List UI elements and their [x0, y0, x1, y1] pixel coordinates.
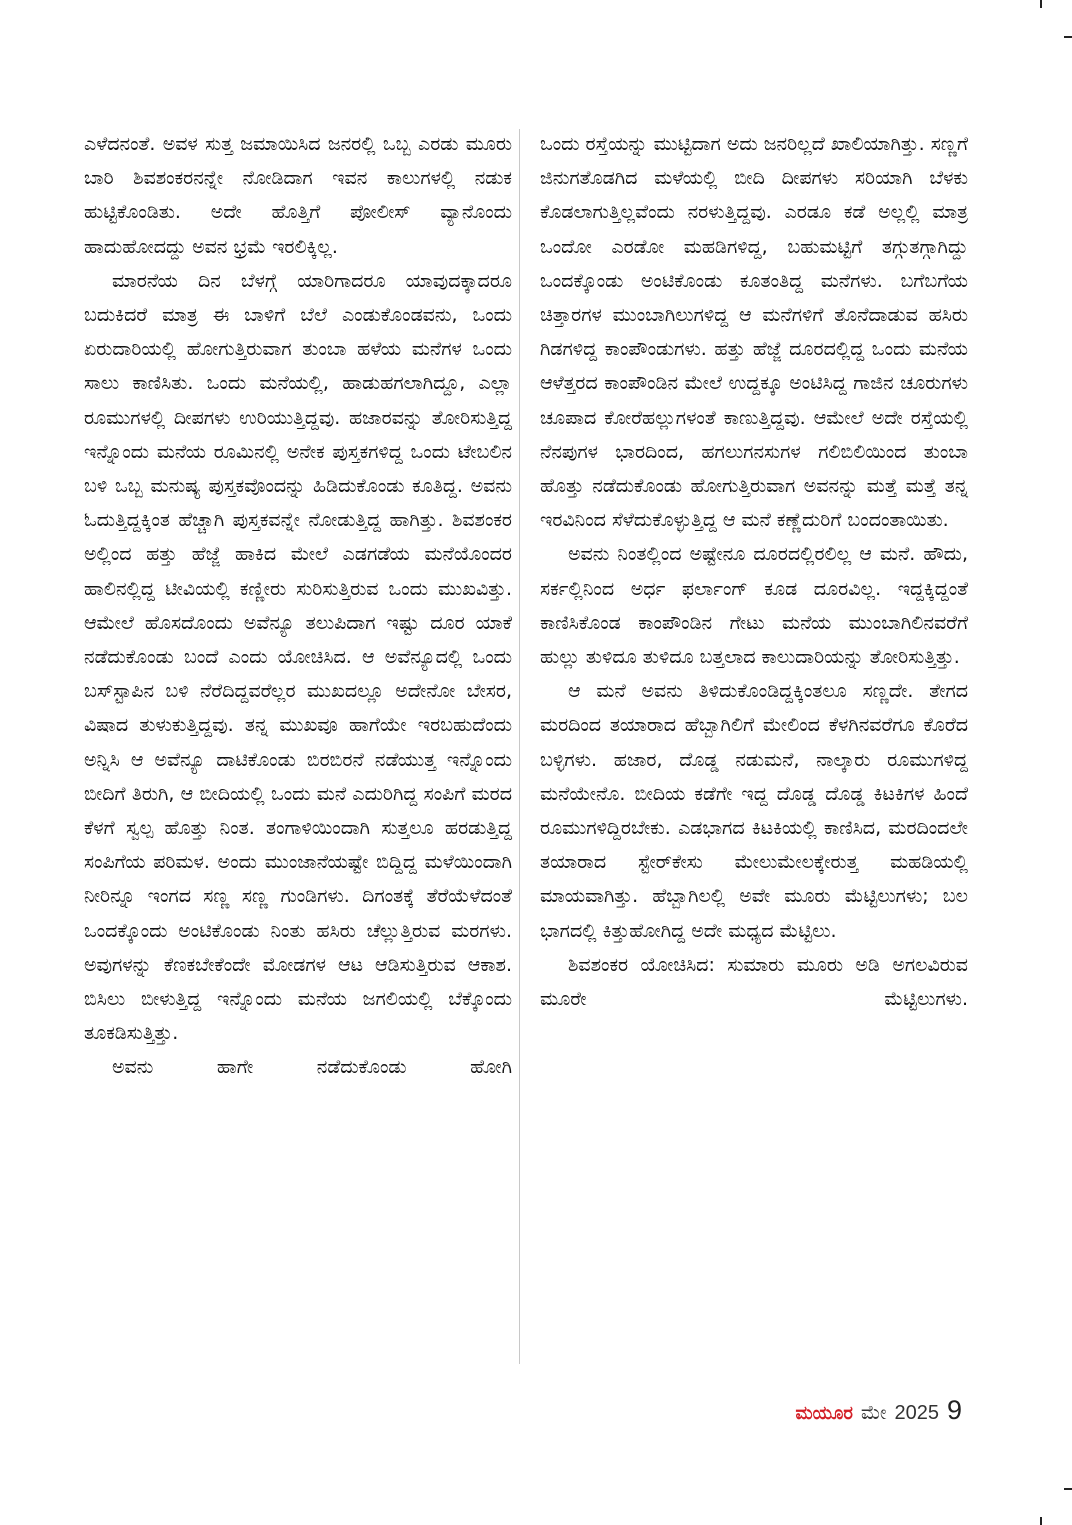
paragraph: ಮಾರನೆಯ ದಿನ ಬೆಳಗ್ಗೆ ಯಾರಿಗಾದರೂ ಯಾವುದಕ್ಕಾದರೂ ಬದುಕಿದರೆ ಮಾತ್ರ ಈ ಬಾಳಿಗೆ ಬೆಲೆ ಎಂಡುಕೊಂಡವನು, ಒಂದು ಏರುದಾರಿಯಲ್ಲಿ ಹೋಗುತ್ತಿರುವಾಗ ತುಂಬಾ ಹಳೆಯ ಮನೆಗಳ ಒಂದು ಸಾಲು ಕಾಣಿಸಿತು. ಒಂದು ಮನೆಯಲ್ಲಿ, ಹಾಡುಹಗಲಾಗಿದ್ದೂ, ಎಲ್ಲಾ ರೂಮುಗಳಲ್ಲಿ ದೀಪಗಳು ಉರಿಯುತ್ತಿದ್ದವು. ಹಜಾರವನ್ನು ತೋರಿಸುತ್ತಿದ್ದ ಇನ್ನೊಂದು ಮನೆಯ ರೂಮಿನಲ್ಲಿ ಅನೇಕ ಪುಸ್ತಕಗಳಿದ್ದ ಒಂದು ಟೇಬಲಿನ ಬಳಿ ಒಬ್ಬ ಮನುಷ್ಯ ಪುಸ್ತಕವೊಂದನ್ನು ಹಿಡಿದುಕೊಂಡು ಕೂತಿದ್ದ. ಅವನು ಓದುತ್ತಿದ್ದಕ್ಕಿಂತ ಹೆಚ್ಚಾಗಿ ಪುಸ್ತಕವನ್ನೇ ನೋಡುತ್ತಿದ್ದ ಹಾಗಿತ್ತು. ಶಿವಶಂಕರ ಅಲ್ಲಿಂದ ಹತ್ತು ಹೆಜ್ಜೆ ಹಾಕಿದ ಮೇಲೆ ಎಡಗಡೆಯ ಮನೆಯೊಂದರ ಹಾಲಿನಲ್ಲಿದ್ದ ಟೀವಿಯಲ್ಲಿ ಕಣ್ಣೀರು ಸುರಿಸುತ್ತಿರುವ ಒಂದು ಮುಖವಿತ್ತು. ಆಮೇಲೆ ಹೊಸದೊಂದು ಅವೆನ್ಯೂ ತಲುಪಿದಾಗ ಇಷ್ಟು ದೂರ ಯಾಕೆ ನಡೆದುಕೊಂಡು ಬಂದೆ ಎಂದು ಯೋಚಿಸಿದ. ಆ ಅವೆನ್ಯೂದಲ್ಲಿ ಒಂದು ಬಸ್‌ಸ್ಟಾಪಿನ ಬಳಿ ನೆರೆದಿದ್ದವರೆಲ್ಲರ ಮುಖದಲ್ಲೂ ಅದೇನೋ ಬೇಸರ, ವಿಷಾದ ತುಳುಕುತ್ತಿದ್ದವು. ತನ್ನ ಮುಖವೂ ಹಾಗೆಯೇ ಇರಬಹುದೆಂದು ಅನ್ನಿಸಿ ಆ ಅವೆನ್ಯೂ ದಾಟಿಕೊಂಡು ಬಿರಬಿರನೆ ನಡೆಯುತ್ತ ಇನ್ನೊಂದು ಬೀದಿಗೆ ತಿರುಗಿ, ಆ ಬೀದಿಯಲ್ಲಿ ಒಂದು ಮನೆ ಎದುರಿಗಿದ್ದ ಸಂಪಿಗೆ ಮರದ ಕೆಳಗೆ ಸ್ವಲ್ಪ ಹೊತ್ತು ನಿಂತ. ತಂಗಾಳಿಯಿಂದಾಗಿ ಸುತ್ತಲೂ ಹರಡುತ್ತಿದ್ದ ಸಂಪಿಗೆಯ ಪರಿಮಳ. ಅಂದು ಮುಂಜಾನೆಯಷ್ಟೇ ಬಿದ್ದಿದ್ದ ಮಳೆಯಿಂದಾಗಿ ನೀರಿನ್ನೂ ಇಂಗದ ಸಣ್ಣ ಸಣ್ಣ ಗುಂಡಿಗಳು. ದಿಗಂತಕ್ಕೆ ತೆರೆಯೆಳೆದಂತೆ ಒಂದಕ್ಕೊಂದು ಅಂಟಿಕೊಂಡು ನಿಂತು ಹಸಿರು ಚೆಲ್ಲುತ್ತಿರುವ ಮರಗಳು. ಅವುಗಳನ್ನು ಕೆಣಕಬೇಕೆಂದೇ ಮೋಡಗಳ ಆಟ ಆಡಿಸುತ್ತಿರುವ ಆಕಾಶ. ಬಿಸಿಲು ಬೀಳುತ್ತಿದ್ದ ಇನ್ನೊಂದು ಮನೆಯ ಜಗಲಿಯಲ್ಲಿ ಬೆಕ್ಕೊಂದು ತೂಕಡಿಸುತ್ತಿತ್ತು.	[84, 269, 512, 1045]
paragraph: ಶಿವಶಂಕರ ಯೋಚಿಸಿದ: ಸುಮಾರು ಮೂರು ಅಡಿ ಅಗಲವಿರುವ ಮೂರೇ ಮೆಟ್ಟಿಲುಗಳು.	[540, 953, 968, 1011]
page-number: 9	[946, 1395, 962, 1425]
crop-mark-right-top	[1064, 36, 1072, 38]
paragraph: ಒಂದು ರಸ್ತೆಯನ್ನು ಮುಟ್ಟಿದಾಗ ಅದು ಜನರಿಲ್ಲದೆ ಖಾಲಿಯಾಗಿತ್ತು. ಸಣ್ಣಗೆ ಜಿನುಗತೊಡಗಿದ ಮಳೆಯಲ್ಲಿ ಬೀದಿ ದೀಪಗಳು ಸರಿಯಾಗಿ ಬೆಳಕು ಕೊಡಲಾಗುತ್ತಿಲ್ಲವೆಂದು ನರಳುತ್ತಿದ್ದವು. ಎರಡೂ ಕಡೆ ಅಲ್ಲಲ್ಲಿ ಮಾತ್ರ ಒಂದೋ ಎರಡೋ ಮಹಡಿಗಳಿದ್ದ, ಬಹುಮಟ್ಟಿಗೆ ತಗ್ಗುತಗ್ಗಾಗಿದ್ದು ಒಂದಕ್ಕೊಂಡು ಅಂಟಿಕೊಂಡು ಕೂತಂತಿದ್ದ ಮನೆಗಳು. ಬಗೆಬಗೆಯ ಚಿತ್ತಾರಗಳ ಮುಂಬಾಗಿಲುಗಳಿದ್ದ ಆ ಮನೆಗಳಿಗೆ ತೊನೆದಾಡುವ ಹಸಿರು ಗಿಡಗಳಿದ್ದ ಕಾಂಪೌಂಡುಗಳು. ಹತ್ತು ಹೆಜ್ಜೆ ದೂರದಲ್ಲಿದ್ದ ಒಂದು ಮನೆಯ ಆಳೆತ್ತರದ ಕಾಂಪೌಂಡಿನ ಮೇಲೆ ಉದ್ದಕ್ಕೂ ಅಂಟಿಸಿದ್ದ ಗಾಜಿನ ಚೂರುಗಳು ಚೂಪಾದ ಕೋರೆಹಲ್ಲುಗಳಂತೆ ಕಾಣುತ್ತಿದ್ದವು. ಆಮೇಲೆ ಅದೇ ರಸ್ತೆಯಲ್ಲಿ ನೆನಪುಗಳ ಭಾರದಿಂದ, ಹಗಲುಗನಸುಗಳ ಗಲಿಬಿಲಿಯಿಂದ ತುಂಬಾ ಹೊತ್ತು ನಡೆದುಕೊಂಡು ಹೋಗುತ್ತಿರುವಾಗ ಅವನನ್ನು ಮತ್ತೆ ಮತ್ತೆ ತನ್ನ ಇರವಿನಿಂದ ಸೆಳೆದುಕೊಳ್ಳುತ್ತಿದ್ದ ಆ ಮನೆ ಕಣ್ಣೆದುರಿಗೆ ಬಂದಂತಾಯಿತು.	[540, 133, 968, 532]
column-divider	[519, 129, 520, 1364]
text-column-left	[84, 127, 512, 1085]
paragraph: ಆ ಮನೆ ಅವನು ತಿಳಿದುಕೊಂಡಿದ್ದಕ್ಕಿಂತಲೂ ಸಣ್ಣದೇ. ತೇಗದ ಮರದಿಂದ ತಯಾರಾದ ಹೆಬ್ಬಾಗಿಲಿಗೆ ಮೇಲಿಂದ ಕೆಳಗಿನವರೆಗೂ ಕೊರೆದ ಬಳ್ಳಿಗಳು. ಹಜಾರ, ದೊಡ್ಡ ನಡುಮನೆ, ನಾಲ್ಕಾರು ರೂಮುಗಳಿದ್ದ ಮನೆಯೇನೊ. ಬೀದಿಯ ಕಡೆಗೇ ಇದ್ದ ದೊಡ್ಡ ದೊಡ್ಡ ಕಿಟಕಿಗಳ ಹಿಂದೆ ರೂಮುಗಳಿದ್ದಿರಬೇಕು. ಎಡಭಾಗದ ಕಿಟಕಿಯಲ್ಲಿ ಕಾಣಿಸಿದ, ಮರದಿಂದಲೇ ತಯಾರಾದ ಸ್ಟೇರ್‌ಕೇಸು ಮೇಲುಮೇಲಕ್ಕೇರುತ್ತ ಮಹಡಿಯಲ್ಲಿ ಮಾಯವಾಗಿತ್ತು. ಹೆಬ್ಬಾಗಿಲಲ್ಲಿ ಅವೇ ಮೂರು ಮೆಟ್ಟಿಲುಗಳು; ಬಲ ಭಾಗದಲ್ಲಿ ಕಿತ್ತುಹೋಗಿದ್ದ ಅದೇ ಮಧ್ಯದ ಮೆಟ್ಟಿಲು.	[540, 680, 968, 942]
issue-month: ಮೇ	[860, 1402, 887, 1424]
paragraph: ಅವನು ನಿಂತಲ್ಲಿಂದ ಅಷ್ಟೇನೂ ದೂರದಲ್ಲಿರಲಿಲ್ಲ ಆ ಮನೆ. ಹೌದು, ಸರ್ಕಲ್ಲಿನಿಂದ ಅರ್ಧ ಫರ್ಲಾಂಗ್ ಕೂಡ ದೂರವಿಲ್ಲ. ಇದ್ದಕ್ಕಿದ್ದಂತೆ ಕಾಣಿಸಿಕೊಂಡ ಕಾಂಪೌಂಡಿನ ಗೇಟು ಮನೆಯ ಮುಂಬಾಗಿಲಿನವರೆಗೆ ಹುಲ್ಲು ತುಳಿದೂ ತುಳಿದೂ ಬತ್ತಲಾದ ಕಾಲುದಾರಿಯನ್ನು ತೋರಿಸುತ್ತಿತ್ತು.	[540, 543, 968, 669]
paragraph: ಅವನು ಹಾಗೇ ನಡೆದುಕೊಂಡು ಹೋಗಿ	[112, 1056, 512, 1079]
issue-year: 2025	[894, 1402, 939, 1424]
crop-mark-bottom-right	[1040, 1517, 1042, 1525]
paragraph: ಎಳೆದನಂತೆ. ಅವಳ ಸುತ್ತ ಜಮಾಯಿಸಿದ ಜನರಲ್ಲಿ ಒಬ್ಬ ಎರಡು ಮೂರು ಬಾರಿ ಶಿವಶಂಕರನನ್ನೇ ನೋಡಿದಾಗ ಇವನ ಕಾಲುಗಳಲ್ಲಿ ನಡುಕ ಹುಟ್ಟಿಕೊಂಡಿತು. ಅದೇ ಹೊತ್ತಿಗೆ ಪೋಲೀಸ್ ವ್ಯಾನೊಂದು ಹಾದುಹೋದದ್ದು ಅವನ ಭ್ರಮೆ ಇರಲಿಕ್ಕಿಲ್ಲ.	[84, 133, 512, 258]
text-column-right	[540, 127, 968, 1016]
crop-mark-top-right	[1040, 0, 1042, 8]
crop-mark-right-bottom	[1064, 1488, 1072, 1490]
page-footer	[795, 1395, 962, 1426]
magazine-name: ಮಯೂರ	[795, 1403, 853, 1423]
